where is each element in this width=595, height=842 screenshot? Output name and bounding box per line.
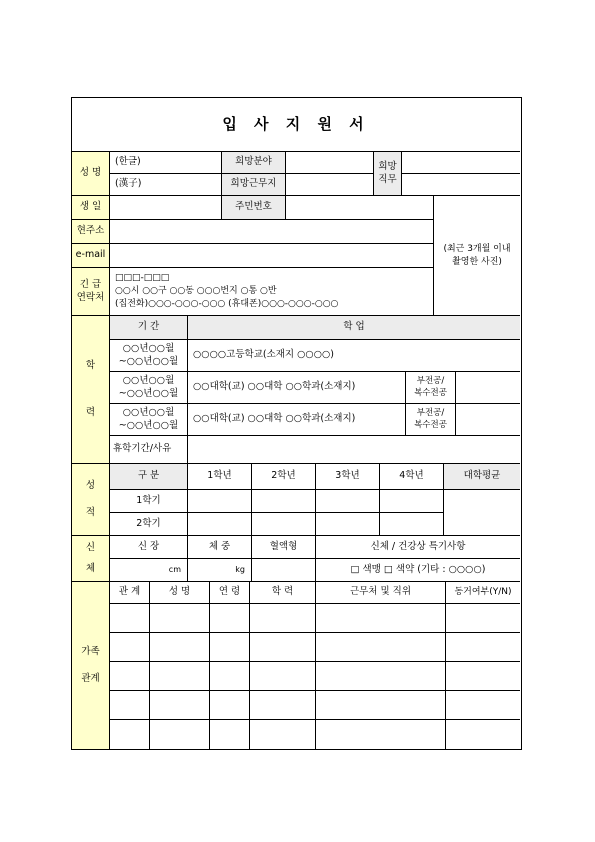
education-period-1-start: ○○년○○월 [122, 342, 175, 354]
desired-job-input-1[interactable] [402, 152, 520, 174]
grade-average-input[interactable] [444, 490, 520, 536]
form-title-cell [72, 98, 520, 152]
emergency-phones: (집전화)○○○-○○○-○○○ (휴대폰)○○○-○○○-○○○ [115, 299, 339, 310]
desired-location-label: 희망근무지 [222, 174, 286, 196]
family-label [72, 582, 110, 749]
emergency-address: ○○시 ○○구 ○○동 ○○○번지 ○통 ○반 [115, 285, 277, 296]
family-row-1-name[interactable] [150, 604, 210, 633]
family-row-2-education[interactable] [250, 633, 316, 662]
leave-input[interactable] [188, 436, 520, 464]
application-form [71, 97, 522, 750]
grades-label-2: 적 [85, 506, 96, 518]
emergency-contact-field[interactable] [110, 268, 434, 316]
photo-note-1: (최근 3개월 이내 [443, 244, 511, 255]
grade-y1-s1[interactable] [188, 490, 252, 513]
education-period-3[interactable] [110, 404, 188, 436]
family-row-4-name[interactable] [150, 691, 210, 720]
family-row-3-age[interactable] [210, 662, 250, 691]
family-row-1-work[interactable] [316, 604, 446, 633]
family-header-name: 성 명 [150, 582, 210, 604]
minor-label-2 [406, 372, 456, 404]
family-row-1-age[interactable] [210, 604, 250, 633]
blood-label: 혈액형 [252, 536, 316, 559]
photo-box[interactable] [434, 196, 520, 316]
family-row-4-age[interactable] [210, 691, 250, 720]
education-period-1[interactable] [110, 340, 188, 372]
grades-header-year3: 3학년 [316, 464, 380, 490]
education-label-1: 학 [85, 359, 96, 371]
education-school-3[interactable]: ○○대학(교) ○○대학 ○○학과(소재지) [188, 404, 406, 436]
minor-label-3b: 복수전공 [414, 419, 447, 430]
family-row-5-cohabit[interactable] [446, 720, 520, 749]
birth-input[interactable] [110, 196, 222, 220]
family-header-relation: 관 계 [110, 582, 150, 604]
education-label-2: 력 [85, 406, 96, 418]
grades-header-year1: 1학년 [188, 464, 252, 490]
birth-label: 생 일 [72, 196, 110, 220]
leave-label: 휴학기간/사유 [110, 436, 188, 464]
minor-label-3 [406, 404, 456, 436]
family-row-1-cohabit[interactable] [446, 604, 520, 633]
grade-y3-s2[interactable] [316, 513, 380, 536]
family-row-5-relation[interactable] [110, 720, 150, 749]
family-row-3-education[interactable] [250, 662, 316, 691]
emergency-postcode: □□□-□□□ [115, 272, 170, 283]
desired-job-input-2[interactable] [402, 174, 520, 196]
photo-note-2: 촬영한 사진) [452, 256, 502, 267]
family-row-5-work[interactable] [316, 720, 446, 749]
family-row-5-education[interactable] [250, 720, 316, 749]
height-input[interactable]: cm [110, 559, 188, 582]
education-label [72, 316, 110, 464]
period-header: 기 간 [110, 316, 188, 340]
education-school-1[interactable]: ○○○○고등학교(소재지 ○○○○) [188, 340, 520, 372]
family-row-2-age[interactable] [210, 633, 250, 662]
family-header-education: 학 력 [250, 582, 316, 604]
grade-y4-s1[interactable] [380, 490, 444, 513]
email-label: e-mail [72, 244, 110, 268]
health-label: 신체 / 건강상 특기사항 [316, 536, 520, 559]
grades-header-year2: 2학년 [252, 464, 316, 490]
family-row-4-cohabit[interactable] [446, 691, 520, 720]
school-header: 학 업 [188, 316, 520, 340]
grades-sem1-label: 1학기 [110, 490, 188, 513]
grades-header-average: 대학평균 [444, 464, 520, 490]
desired-field-label: 희망분야 [222, 152, 286, 174]
family-row-4-work[interactable] [316, 691, 446, 720]
family-row-1-relation[interactable] [110, 604, 150, 633]
family-row-2-work[interactable] [316, 633, 446, 662]
grades-header-category: 구 분 [110, 464, 188, 490]
health-options[interactable]: □ 색맹 □ 색약 (기타 : ○○○○) [316, 559, 520, 582]
education-period-2[interactable] [110, 372, 188, 404]
family-row-3-work[interactable] [316, 662, 446, 691]
family-row-2-cohabit[interactable] [446, 633, 520, 662]
emergency-label-2: 연락처 [76, 291, 105, 303]
grades-label-1: 성 [85, 479, 96, 491]
weight-input[interactable]: kg [188, 559, 252, 582]
family-header-work: 근무처 및 직위 [316, 582, 446, 604]
minor-input-2[interactable] [456, 372, 520, 404]
height-label: 신 장 [110, 536, 188, 559]
desired-job-label-2: 직무 [378, 173, 397, 185]
desired-job-label [374, 152, 402, 196]
weight-label: 체 중 [188, 536, 252, 559]
family-header-age: 연 령 [210, 582, 250, 604]
minor-input-3[interactable] [456, 404, 520, 436]
education-period-3-end: ~○○년○○월 [118, 419, 179, 431]
emergency-label-1: 긴 급 [79, 278, 102, 290]
email-input[interactable] [110, 244, 434, 268]
desired-location-input[interactable] [286, 174, 374, 196]
name-korean-field[interactable]: (한글) [110, 152, 222, 174]
desired-field-input[interactable] [286, 152, 374, 174]
family-row-5-name[interactable] [150, 720, 210, 749]
grade-y4-s2[interactable] [380, 513, 444, 536]
body-label-1: 신 [85, 541, 96, 553]
family-row-4-education[interactable] [250, 691, 316, 720]
grade-y3-s1[interactable] [316, 490, 380, 513]
resident-no-label: 주민번호 [222, 196, 286, 220]
address-label: 현주소 [72, 220, 110, 244]
grade-y2-s1[interactable] [252, 490, 316, 513]
grades-label [72, 464, 110, 536]
blood-input[interactable] [252, 559, 316, 582]
family-row-4-relation[interactable] [110, 691, 150, 720]
emergency-label [72, 268, 110, 316]
family-row-2-relation[interactable] [110, 633, 150, 662]
body-label [72, 536, 110, 582]
name-label: 성 명 [72, 152, 110, 196]
body-label-2: 체 [85, 562, 96, 574]
education-period-2-end: ~○○년○○월 [118, 387, 179, 399]
education-period-3-start: ○○년○○월 [122, 406, 175, 418]
grade-y2-s2[interactable] [252, 513, 316, 536]
grades-sem2-label: 2학기 [110, 513, 188, 536]
form-title: 입 사 지 원 서 [222, 115, 370, 134]
minor-label-2a: 부전공/ [416, 376, 445, 387]
education-school-2[interactable]: ○○대학(교) ○○대학 ○○학과(소재지) [188, 372, 406, 404]
family-row-3-relation[interactable] [110, 662, 150, 691]
grade-y1-s2[interactable] [188, 513, 252, 536]
education-period-1-end: ~○○년○○월 [118, 355, 179, 367]
resident-no-input[interactable] [286, 196, 434, 220]
minor-label-3a: 부전공/ [416, 408, 445, 419]
family-row-2-name[interactable] [150, 633, 210, 662]
family-label-2: 관계 [81, 672, 100, 684]
grades-header-year4: 4학년 [380, 464, 444, 490]
desired-job-label-1: 희망 [378, 160, 397, 172]
family-header-cohabit: 동거여부(Y/N) [446, 582, 520, 604]
address-input[interactable] [110, 220, 434, 244]
minor-label-2b: 복수전공 [414, 387, 447, 398]
family-row-3-cohabit[interactable] [446, 662, 520, 691]
family-row-3-name[interactable] [150, 662, 210, 691]
family-row-1-education[interactable] [250, 604, 316, 633]
education-period-2-start: ○○년○○월 [122, 374, 175, 386]
family-row-5-age[interactable] [210, 720, 250, 749]
name-hanja-field[interactable]: (漢子) [110, 174, 222, 196]
family-label-1: 가족 [81, 645, 100, 657]
